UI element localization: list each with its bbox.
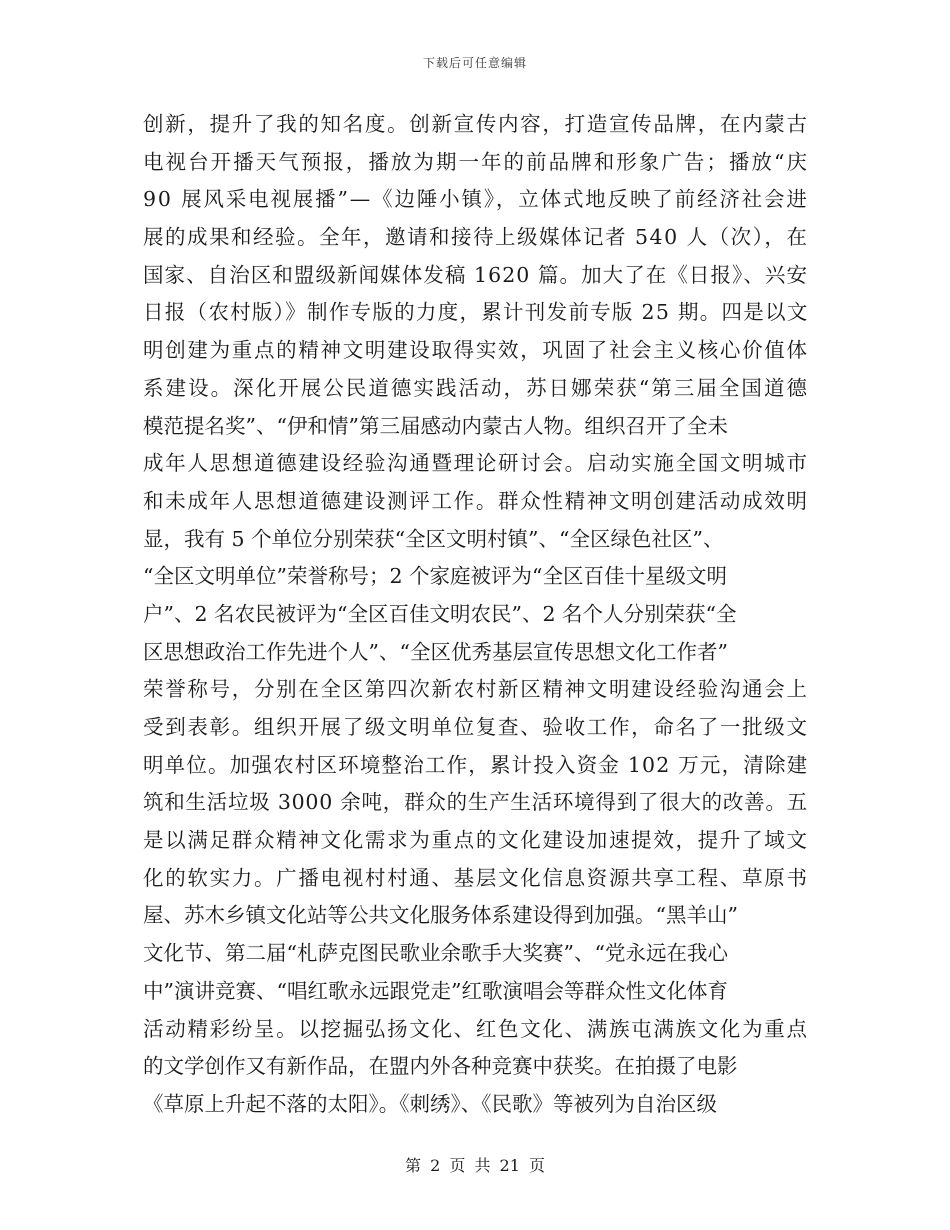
text-line: 创新，提升了我的知名度。创新宣传内容，打造宣传品牌，在内蒙古 [143, 112, 809, 136]
text-line: 的文学创作又有新作品，在盟内外各种竞赛中获奖。在拍摄了电影 [143, 1054, 738, 1079]
text-line: 受到表彰。组织开展了级文明单位复查、验收工作，命名了一批级文 [143, 715, 809, 739]
text-line: 明单位。加强农村区环境整治工作，累计投入资金 102 万元，清除建 [143, 752, 809, 777]
text-line: 活动精彩纷呈。以挖掘弘扬文化、红色文化、满族屯满族文化为重点 [143, 1016, 809, 1041]
page-header: 下载后可任意编辑 [422, 56, 527, 70]
text-line: 户”、2 名农民被评为“全区百佳文明农民”、2 名个人分别荣获“全 [143, 601, 737, 626]
text-line: 模范提名奖”、“伊和情”第三届感动内蒙古人物。组织召开了全未 [143, 413, 728, 438]
text-line: 明创建为重点的精神文明建设取得实效，巩固了社会主义核心价值体 [143, 338, 809, 363]
text-line: 和未成年人思想道德建设测评工作。群众性精神文明创建活动成效明 [143, 488, 809, 513]
text-line: 区思想政治工作先进个人”、“全区优秀基层宣传思想文化工作者” [143, 639, 728, 664]
text-line: 化的软实力。广播电视村村通、基层文化信息资源共享工程、草原书 [143, 865, 809, 890]
text-line: 文化节、第二届“札萨克图民歌业余歌手大奖赛”、“党永远在我心 [143, 941, 728, 966]
text-line: 国家、自治区和盟级新闻媒体发稿 1620 篇。加大了在《日报》、兴安 [143, 262, 809, 287]
text-line: “全区文明单位”荣誉称号；2 个家庭被评为“全区百佳十星级文明 [143, 564, 727, 589]
text-line: 电视台开播天气预报，播放为期一年的前品牌和形象广告；播放“庆 [143, 149, 810, 174]
text-line: 是以满足群众精神文化需求为重点的文化建设加速提效，提升了域文 [143, 828, 809, 853]
text-line: 荣誉称号，分别在全区第四次新农村新区精神文明建设经验沟通会上 [143, 677, 809, 702]
text-line: 日报（农村版）》制作专版的力度，累计刊发前专版 25 期。四是以文 [143, 300, 809, 325]
text-line: 展的成果和经验。全年，邀请和接待上级媒体记者 540 人（次），在 [143, 225, 809, 250]
text-line: 中”演讲竞赛、“唱红歌永远跟党走”红歌演唱会等群众性文化体育 [143, 978, 728, 1003]
text-line: 屋、苏木乡镇文化站等公共文化服务体系建设得到加强。“黑羊山” [143, 903, 738, 928]
text-line: 90 展风采电视展播”—《边陲小镇》，立体式地反映了前经济社会进 [143, 187, 809, 212]
text-line: 筑和生活垃圾 3000 余吨，群众的生产生活环境得到了很大的改善。五 [143, 790, 808, 815]
body-text [143, 106, 810, 1124]
text-line: 成年人思想道德建设经验沟通暨理论研讨会。启动实施全国文明城市 [143, 451, 809, 476]
text-line: 系建设。深化开展公民道德实践活动，苏日娜荣获“第三届全国道德 [143, 375, 810, 400]
text-line: 显，我有 5 个单位分别荣获“全区文明村镇”、“全区绿色社区”、 [143, 526, 724, 551]
page-number-footer: 第 2 页 共 21 页 [405, 1156, 545, 1175]
text-line: 《草原上升起不落的太阳》。《刺绣》、《民歌》等被列为自治区级 [143, 1091, 717, 1116]
